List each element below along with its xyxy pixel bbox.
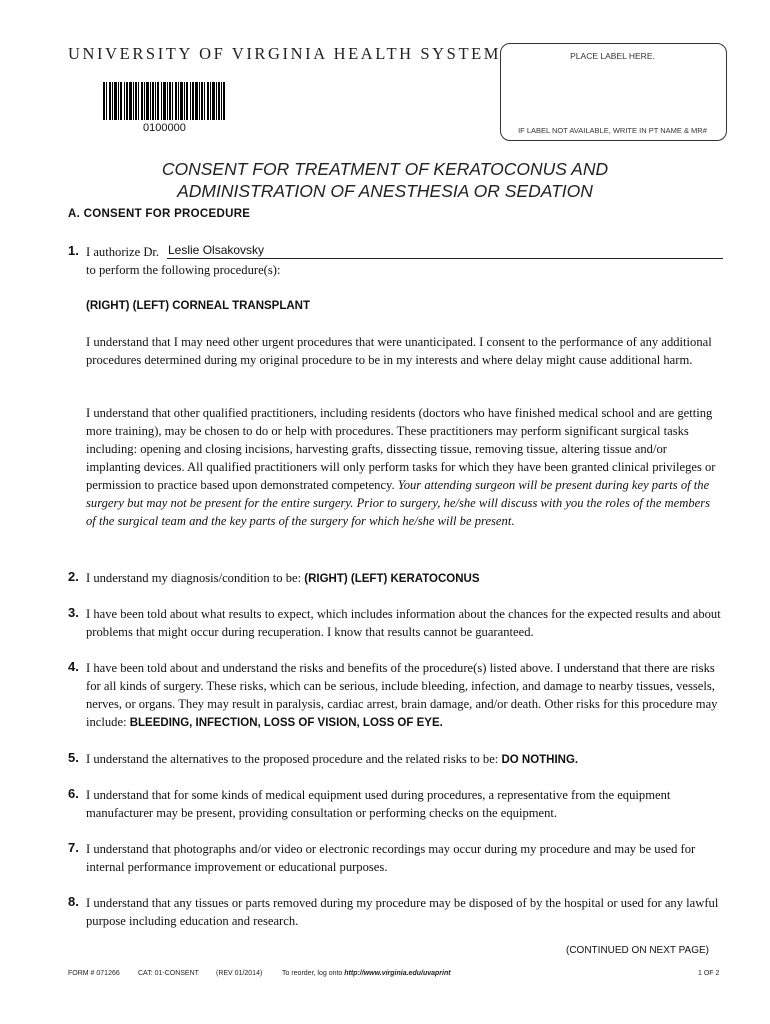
footer-reorder-link[interactable]: http://www.virginia.edu/uvaprint bbox=[344, 970, 451, 977]
item-8-number: 8. bbox=[68, 894, 79, 909]
footer-reorder bbox=[282, 970, 451, 977]
barcode-image bbox=[103, 82, 225, 120]
label-fallback: IF LABEL NOT AVAILABLE, WRITE IN PT NAME & MR# bbox=[518, 126, 707, 135]
procedure-value: (RIGHT) (LEFT) CORNEAL TRANSPLANT bbox=[86, 300, 311, 312]
section-a-heading: A. CONSENT FOR PROCEDURE bbox=[68, 208, 251, 220]
diagnosis-value: (RIGHT) (LEFT) KERATOCONUS bbox=[304, 573, 480, 585]
item-6-text: I understand that for some kinds of medical equipment used during procedures, a representative from the equipment manufacturer may be present, providing consultation or performing checks on the equipment. bbox=[86, 788, 671, 820]
form-title bbox=[85, 158, 685, 202]
item-4-label: I have been told about and understand the risks and benefits of the procedure(s) listed above. I understand that there are risks for all kinds of surgery. These risks, which can be serious, include bleeding, infection, and damage to nearby tissues, vessels, nerves, or organs. They may result in paralysis, cardiac arrest, brain damage, and/or death. Other risks for this procedure may include: bbox=[86, 661, 718, 729]
item-6-number: 6. bbox=[68, 786, 79, 801]
barcode-number: 0100000 bbox=[143, 122, 186, 134]
risks-value: BLEEDING, INFECTION, LOSS OF VISION, LOSS OF EYE. bbox=[129, 717, 443, 729]
item-1-number: 1. bbox=[68, 243, 79, 258]
item-2-number: 2. bbox=[68, 569, 79, 584]
practitioners-text: I understand that other qualified practitioners, including residents (doctors who have finished medical school and are getting more training), may be chosen to do or help with procedures. These practitioners may perform significant surgical tasks including: opening and closing incisions, harvesting grafts, dissecting tissue, removing tissue, altering tissue and/or implanting devices. All qualified practitioners will only perform tasks for which they have been granted clinical privileges or permission to practice based upon demonstrated competency. bbox=[86, 406, 716, 492]
item-2-label: I understand my diagnosis/condition to be: bbox=[86, 571, 305, 585]
item-1-prefix: I authorize Dr. bbox=[86, 245, 160, 259]
item-5-text bbox=[86, 750, 722, 769]
institution-name: UNIVERSITY OF VIRGINIA HEALTH SYSTEM bbox=[68, 44, 502, 63]
footer-form-number: FORM # 071266 bbox=[68, 970, 120, 977]
item-5-number: 5. bbox=[68, 750, 79, 765]
item-4-text bbox=[86, 659, 722, 732]
doctor-name-field[interactable]: Leslie Olsakovsky bbox=[168, 243, 265, 257]
item-4-number: 4. bbox=[68, 659, 79, 674]
item-2-text bbox=[86, 569, 722, 588]
continued-note: (CONTINUED ON NEXT PAGE) bbox=[566, 945, 709, 956]
doctor-name-underline bbox=[167, 257, 723, 259]
item-1-line2: to perform the following procedure(s): bbox=[86, 263, 281, 277]
item-3-number: 3. bbox=[68, 605, 79, 620]
footer-revision: (REV 01/2014) bbox=[216, 970, 263, 977]
item-8-text: I understand that any tissues or parts removed during my procedure may be disposed of by the hospital or used for any lawful purpose including education and research. bbox=[86, 896, 719, 928]
practitioners-paragraph bbox=[86, 404, 722, 530]
footer-page-number: 1 OF 2 bbox=[698, 970, 720, 977]
attending-surgeon-note: Your attending surgeon will be present during key parts of the surgery but may not be present for the entire surgery. Prior to surgery, he/she will discuss with you the roles of the members of the surgical team and the key parts of the surgery for which he/she will be present. bbox=[86, 478, 711, 528]
alternatives-value: DO NOTHING. bbox=[501, 754, 579, 766]
label-prompt: PLACE LABEL HERE. bbox=[570, 51, 655, 61]
urgent-procedures-paragraph: I understand that I may need other urgent procedures that were unanticipated. I consent to the performance of any additional procedures determined during my original procedure to be in my interests and where delay might cause additional harm. bbox=[86, 335, 712, 367]
footer-category: CAT: 01-CONSENT bbox=[138, 970, 199, 977]
item-3-text: I have been told about what results to expect, which includes information about the chances for the expected results and about problems that might occur during recuperation. I know that results cannot be guaranteed. bbox=[86, 607, 721, 639]
item-7-number: 7. bbox=[68, 840, 79, 855]
footer-reorder-prefix: To reorder, log onto bbox=[282, 970, 345, 977]
item-5-label: I understand the alternatives to the proposed procedure and the related risks to be: bbox=[86, 752, 502, 766]
title-line-1: CONSENT FOR TREATMENT OF KERATOCONUS AND bbox=[161, 159, 609, 179]
item-7-text: I understand that photographs and/or video or electronic recordings may occur during my procedure and may be used for internal performance improvement or educational purposes. bbox=[86, 842, 696, 874]
title-line-2: ADMINISTRATION OF ANESTHESIA OR SEDATION bbox=[177, 181, 593, 201]
